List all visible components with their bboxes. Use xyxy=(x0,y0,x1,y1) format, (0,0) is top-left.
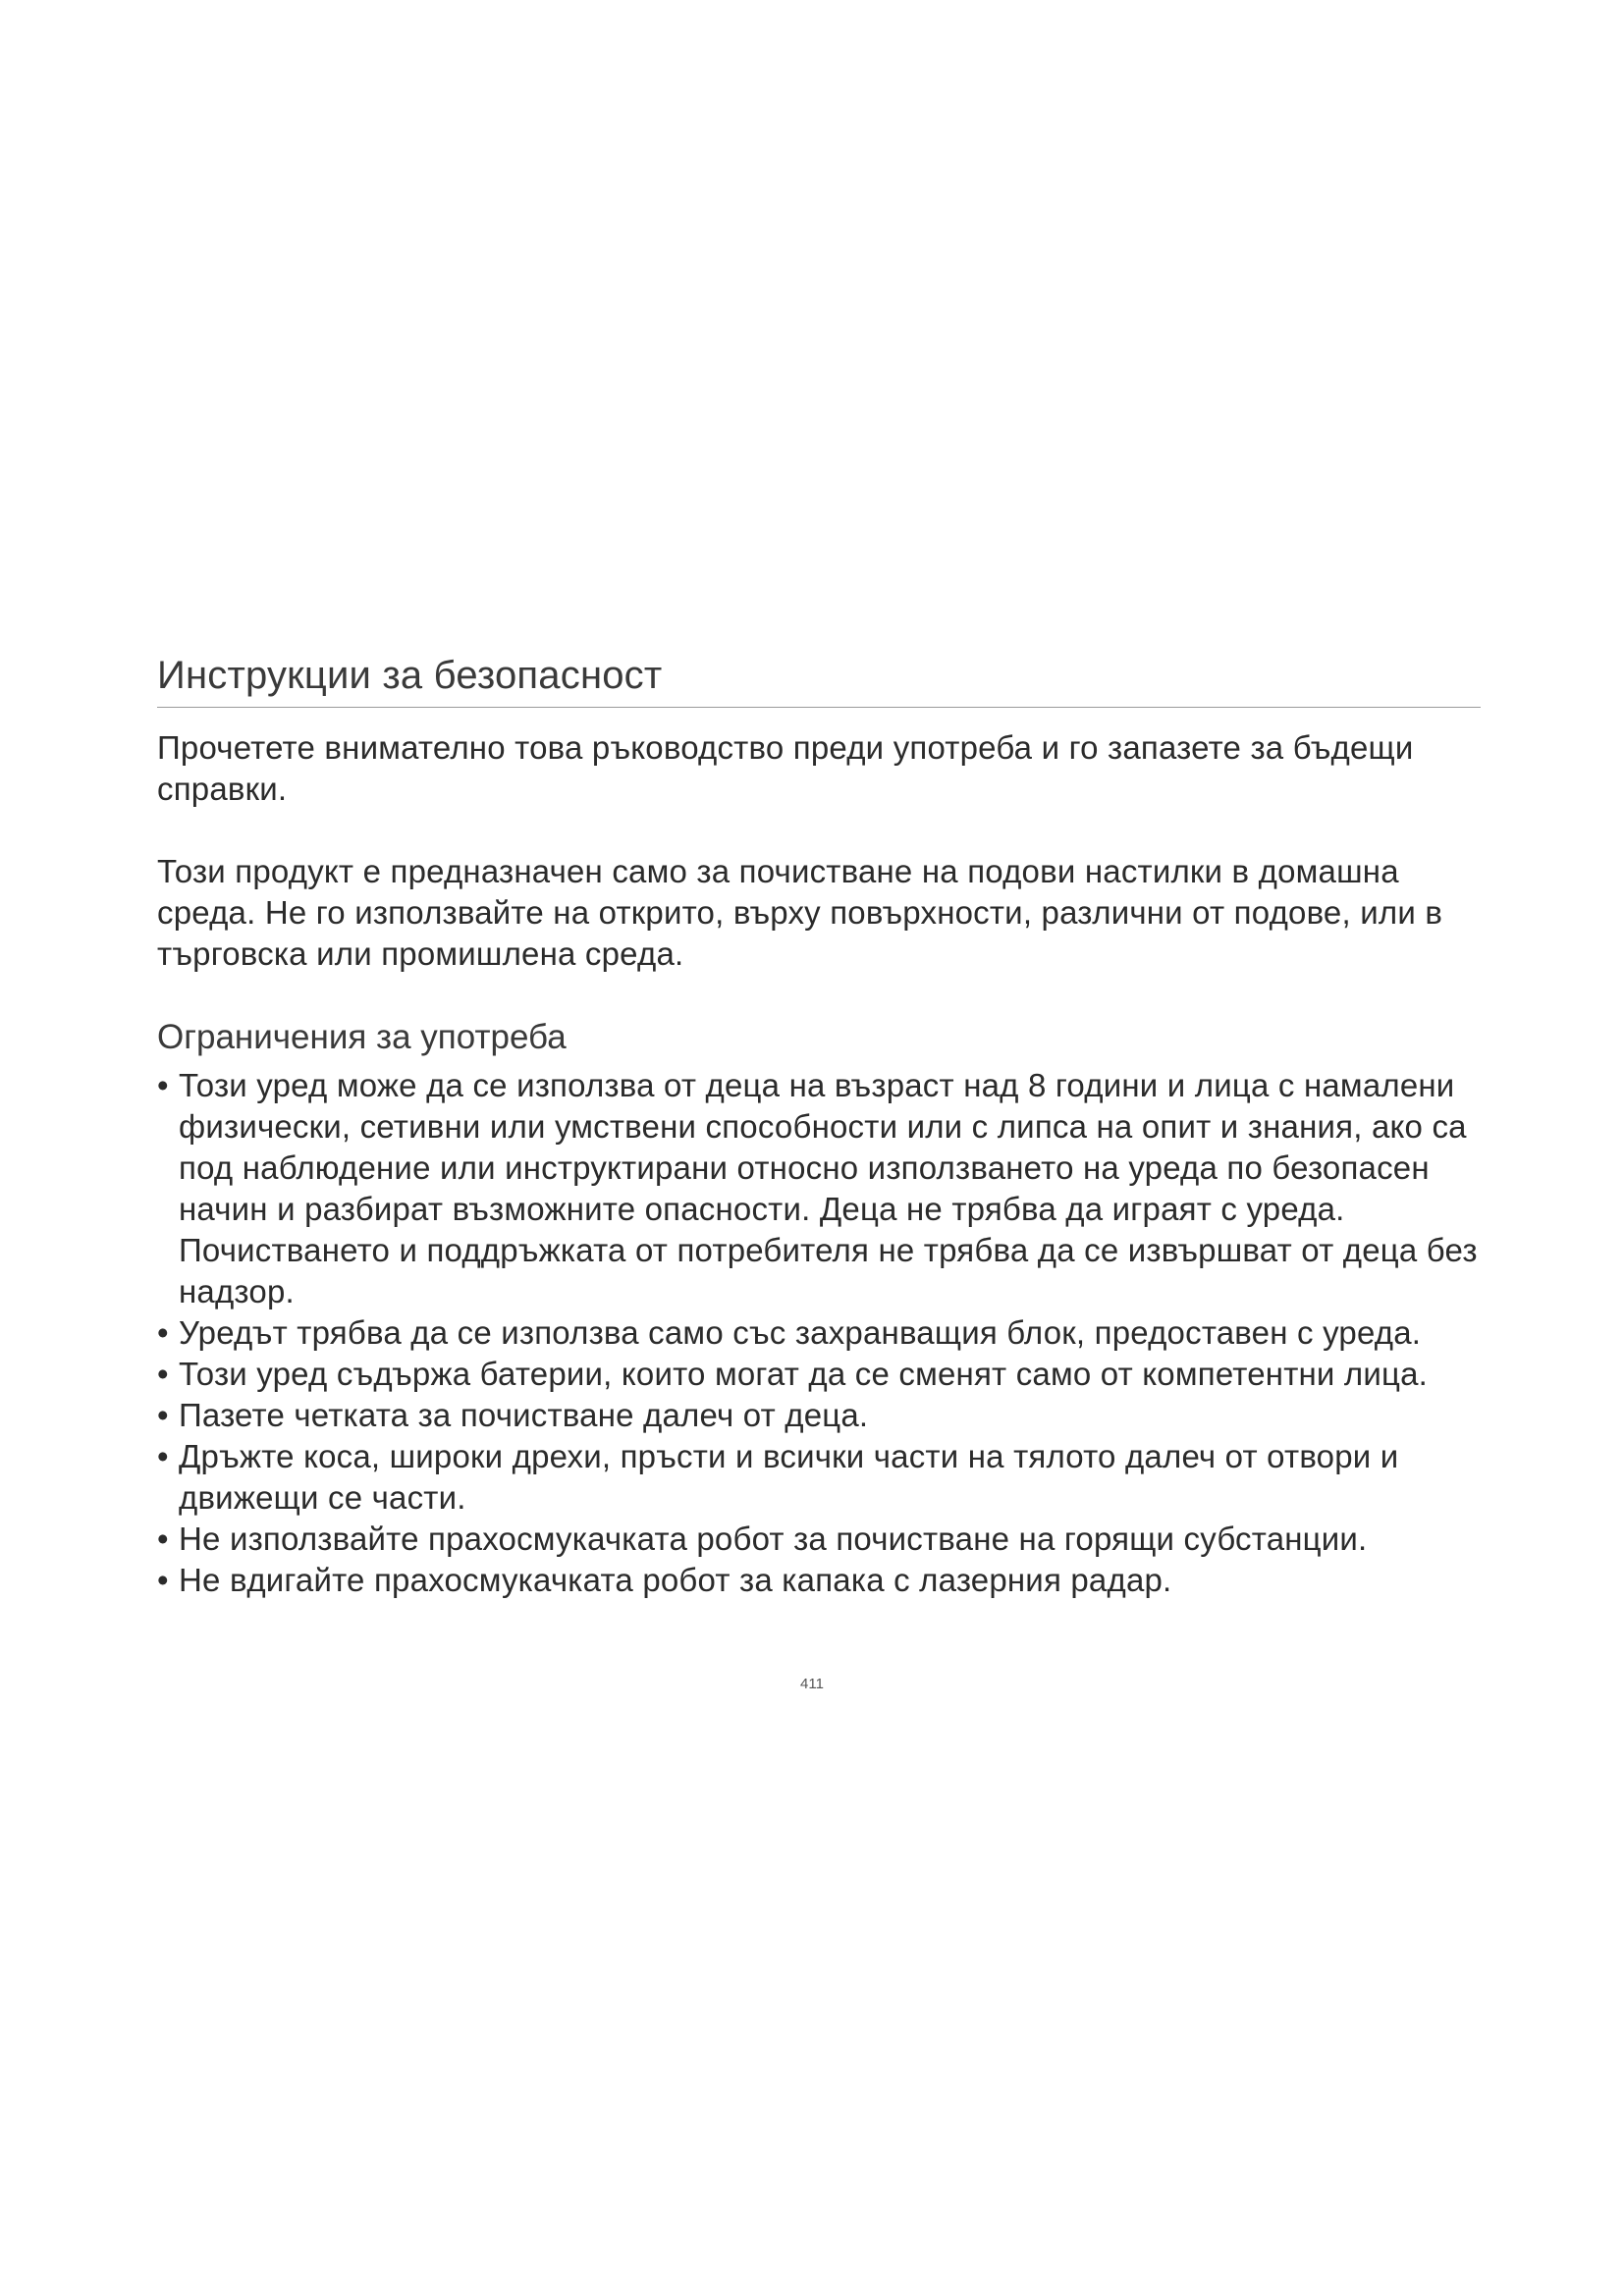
list-item xyxy=(157,1436,1483,1519)
list-item-text: Дръжте коса, широки дрехи, пръсти и всички части на тялото далеч от отвори и движещи се части. xyxy=(179,1438,1399,1516)
restrictions-heading: Ограничения за употреба xyxy=(157,1018,567,1056)
document-body xyxy=(157,650,1483,1601)
title-divider xyxy=(157,707,1481,708)
list-item xyxy=(157,1395,1483,1436)
page-number: 411 xyxy=(800,1676,824,1692)
list-item xyxy=(157,1519,1483,1560)
intro-paragraph-intended-use: Този продукт е предназначен само за почистване на подови настилки в домашна среда. Не го използвайте на открито, върху повърхности, различни от подове, или в търговска или промишлена среда. xyxy=(157,853,1443,972)
list-item xyxy=(157,1354,1483,1395)
list-item-text: Този уред може да се използва от деца на възраст над 8 години и лица с намалени физически, сетивни или умствени способности или с липса на опит и знания, ако са под наблюдение или инструктирани относно използването на уреда по безопасен начин и разбират възможните опасности. Деца не трябва да играят с уреда. Почистването и поддръжката от потребителя не трябва да се извършват от деца без надзор. xyxy=(179,1067,1478,1309)
list-item-text: Пазете четката за почистване далеч от деца. xyxy=(179,1397,869,1433)
list-item-text: Не вдигайте прахосмукачката робот за капака с лазерния радар. xyxy=(179,1562,1172,1598)
restrictions-list xyxy=(157,1065,1483,1601)
section-title: Инструкции за безопасност xyxy=(157,654,663,697)
bullet-icon: • xyxy=(157,1356,169,1392)
list-item-text: Този уред съдържа батерии, които могат да се сменят само от компетентни лица. xyxy=(179,1356,1429,1392)
list-item xyxy=(157,1065,1483,1312)
bullet-icon: • xyxy=(157,1397,169,1433)
bullet-icon: • xyxy=(157,1314,169,1351)
list-item-text: Не използвайте прахосмукачката робот за почистване на горящи субстанции. xyxy=(179,1521,1368,1557)
list-item xyxy=(157,1560,1483,1601)
bullet-icon: • xyxy=(157,1067,169,1103)
bullet-icon: • xyxy=(157,1438,169,1474)
bullet-icon: • xyxy=(157,1562,169,1598)
list-item xyxy=(157,1312,1483,1354)
intro-paragraph-read-manual: Прочетете внимателно това ръководство преди употреба и го запазете за бъдещи справки. xyxy=(157,729,1414,807)
list-item-text: Уредът трябва да се използва само със захранващия блок, предоставен с уреда. xyxy=(179,1314,1422,1351)
bullet-icon: • xyxy=(157,1521,169,1557)
